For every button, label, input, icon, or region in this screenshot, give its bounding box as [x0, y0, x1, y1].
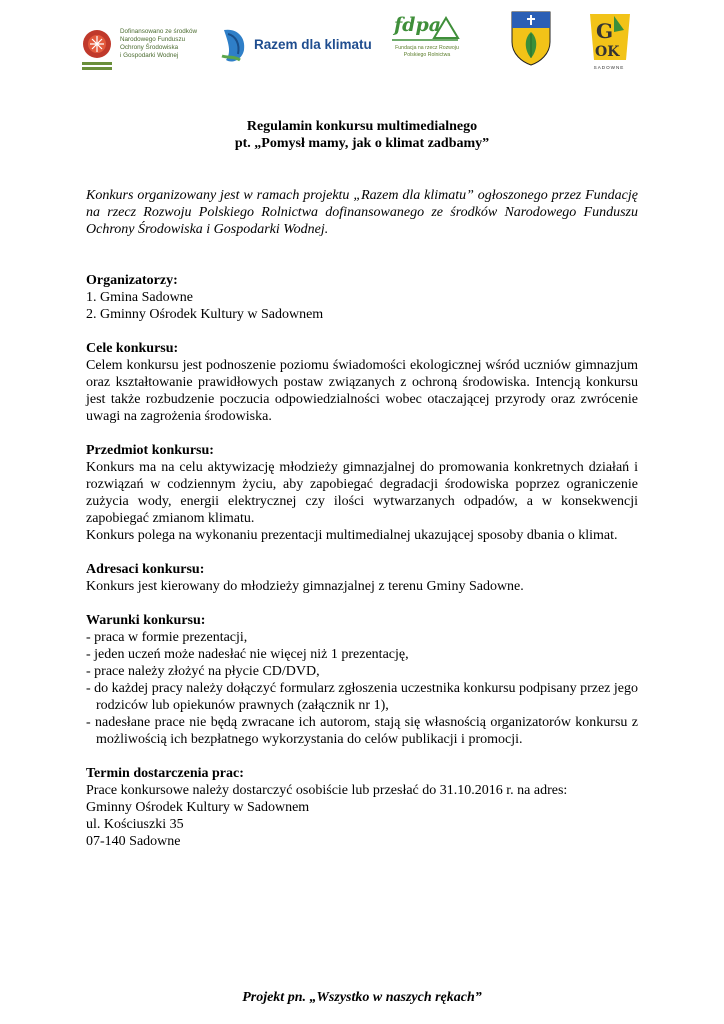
conditions-heading: Warunki konkursu: — [86, 613, 206, 628]
deadline-heading: Termin dostarczenia prac: — [86, 766, 244, 781]
document-title — [86, 118, 638, 152]
condition-item: - jeden uczeń może nadesłać nie więcej niż 1 prezentację, — [86, 647, 409, 662]
gok-sadowne-logo — [586, 10, 636, 74]
organizer-item: 1. Gmina Sadowne — [86, 290, 193, 305]
condition-item: - praca w formie prezentacji, — [86, 630, 248, 645]
svg-text:G: G — [596, 19, 614, 43]
organizers-heading: Organizatorzy: — [86, 273, 178, 288]
nfos-logo — [78, 26, 208, 74]
goals-text: Celem konkursu jest podnoszenie poziomu świadomości ekologicznej wśród uczniów gimnazjum oraz kształtowanie prawidłowych postaw związanych z ochroną środowiska. Intencją konkursu jest także rozbudzenie poczucia odpowiedzialności wobec otaczającej przyrody oraz zwrócenie uwagi na zagrożenia środowiska. — [86, 358, 638, 424]
title-line-2: pt. „Pomysł mamy, jak o klimat zadbamy” — [234, 136, 490, 151]
condition-item: - nadesłane prace nie będą zwracane ich autorom, stają się własnością organizatorów konkursu z możliwością ich bezpłatnego wykorzystania do celów publikacji i promocji. — [86, 715, 638, 747]
fdpa-wordmark: fdpa — [394, 14, 442, 36]
svg-text:OK: OK — [595, 44, 620, 60]
deadline-line: Prace konkursowe należy dostarczyć osobiście lub przesłać do 31.10.2016 r. na adres: — [86, 783, 568, 798]
addressees-section — [86, 561, 638, 595]
subject-heading: Przedmiot konkursu: — [86, 443, 214, 458]
goals-section — [86, 340, 638, 425]
coat-of-arms-icon — [510, 10, 552, 66]
condition-item: - prace należy złożyć na płycie CD/DVD, — [86, 664, 320, 679]
deadline-line: Gminny Ośrodek Kultury w Sadownem — [86, 800, 310, 815]
deadline-section — [86, 765, 638, 850]
title-line-1: Regulamin konkursu multimedialnego — [246, 119, 478, 134]
sadowne-crest-logo — [510, 10, 552, 66]
razem-dla-klimatu-logo — [218, 26, 383, 66]
gok-emblem-icon — [586, 10, 634, 64]
gok-caption: SADOWNE — [593, 65, 625, 70]
conditions-section — [86, 612, 638, 748]
goals-heading: Cele konkursu: — [86, 341, 179, 356]
organizers-section — [86, 272, 638, 323]
nfos-emblem-icon — [78, 26, 118, 74]
deadline-line: ul. Kościuszki 35 — [86, 817, 184, 832]
deadline-line: 07-140 Sadowne — [86, 834, 181, 849]
project-footer: Projekt pn. „Wszystko w naszych rękach” — [242, 990, 482, 1005]
subject-section — [86, 442, 638, 544]
regulations-document — [86, 118, 638, 850]
subject-text-2: Konkurs polega na wykonaniu prezentacji multimedialnej ukazującej sposoby dbania o klimat. — [86, 528, 618, 543]
subject-text-1: Konkurs ma na celu aktywizację młodzieży gimnazjalnej do promowania konkretnych działań i rozwiązań w codziennym życiu, aby zapobiegać degradacji środowiska poprzez ograniczenie zużycia wody, energii elektrycznej czy ilości wytwarzanych odpadów, a w konsekwencji zapobiegać zmianom klimatu. — [86, 460, 638, 526]
leaf-hand-icon — [218, 26, 252, 66]
razem-dla-klimatu-text: Razem dla klimatu — [254, 37, 372, 52]
condition-item: - do każdej pracy należy dołączyć formularz zgłoszenia uczestnika konkursu podpisany przez jego rodziców lub opiekunów prawnych (załącznik nr 1), — [86, 681, 638, 713]
addressees-heading: Adresaci konkursu: — [86, 562, 205, 577]
logo-bar — [78, 10, 630, 76]
nfos-caption: Dofinansowano ze środków Narodowego Funduszu Ochrony Środowiska i Gospodarki Wodnej — [120, 28, 198, 59]
fdpa-logo — [390, 14, 460, 74]
addressees-text: Konkurs jest kierowany do młodzieży gimnazjalnej z terenu Gminy Sadowne. — [86, 579, 524, 594]
intro-paragraph: Konkurs organizowany jest w ramach projektu „Razem dla klimatu” ogłoszonego przez Fundację na rzecz Rozwoju Polskiego Rolnictwa dofinansowanego ze środków Narodowego Funduszu Ochrony Środowiska i Gospodarki Wodnej. — [86, 188, 638, 237]
organizer-item: 2. Gminny Ośrodek Kultury w Sadownem — [86, 307, 324, 322]
fdpa-caption: Fundacja na rzecz Rozwoju Polskiego Rolnictwa — [395, 45, 459, 58]
